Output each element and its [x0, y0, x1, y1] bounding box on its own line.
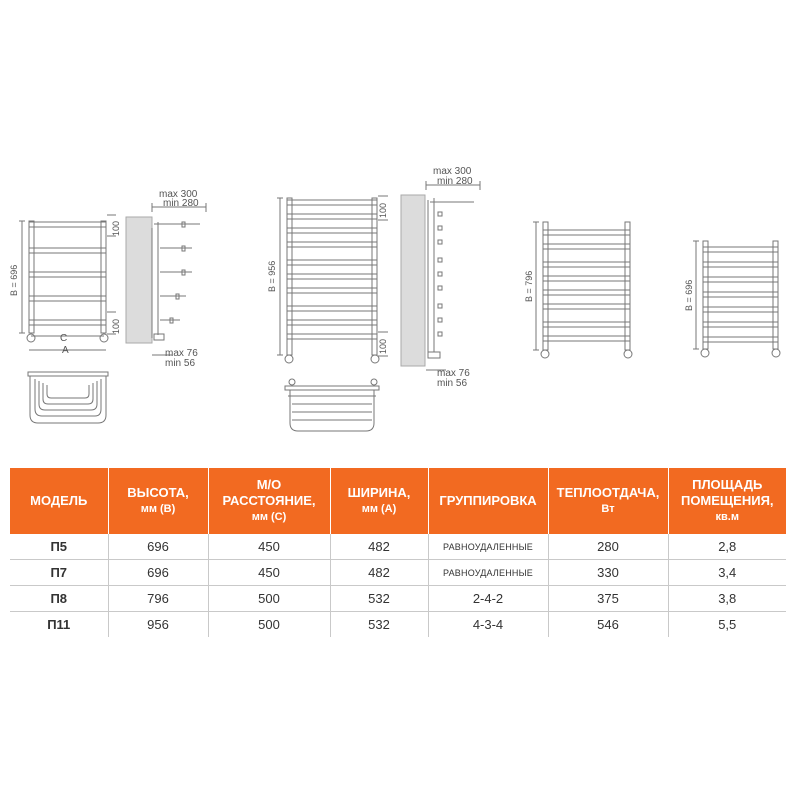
- top-view-model-1: [28, 372, 108, 423]
- cell-width: 482: [330, 534, 428, 560]
- cell-grouping: 4-3-4: [428, 612, 548, 638]
- cell-heat-output: 330: [548, 560, 668, 586]
- bottom-min-side2: min 56: [437, 378, 468, 389]
- cell-heat-output: 375: [548, 586, 668, 612]
- cell-width: 532: [330, 612, 428, 638]
- dim-bottom-d2: 100: [378, 338, 388, 354]
- cell-height: 696: [108, 534, 208, 560]
- cell-room-area: 3,8: [668, 586, 786, 612]
- cell-room-area: 2,8: [668, 534, 786, 560]
- cell-height: 956: [108, 612, 208, 638]
- cell-heat-output: 546: [548, 612, 668, 638]
- front-view-model-3: [533, 222, 632, 358]
- spec-table: [10, 468, 786, 637]
- cell-model: П8: [10, 586, 108, 612]
- table-row: [10, 534, 786, 560]
- dim-top-d2: 100: [378, 202, 388, 218]
- cell-width: 482: [330, 560, 428, 586]
- top-view-model-2: [285, 379, 379, 431]
- cell-heat-output: 280: [548, 534, 668, 560]
- cell-model: П11: [47, 617, 71, 632]
- cell-height: 696: [108, 560, 208, 586]
- height-label-d2: B = 956: [267, 260, 277, 292]
- side-view-model-2: [401, 181, 480, 370]
- header-model: МОДЕЛЬ: [10, 468, 108, 534]
- header-height: ВЫСОТА, мм (B): [108, 468, 208, 534]
- top-min-side1: min 280: [163, 198, 199, 209]
- cell-grouping: РАВНОУДАЛЕННЫЕ: [428, 534, 548, 560]
- cell-center-distance: 450: [208, 534, 330, 560]
- cell-width: 532: [330, 586, 428, 612]
- header-center-distance: М/О РАССТОЯНИЕ, мм (С): [208, 468, 330, 534]
- cell-model: П5: [10, 534, 108, 560]
- front-view-model-4: [693, 241, 780, 357]
- table-header-row: [10, 468, 786, 534]
- bottom-min-side1: min 56: [165, 358, 196, 369]
- height-label-d1: B = 696: [9, 264, 19, 296]
- cell-center-distance: 500: [208, 612, 330, 638]
- top-max-side1: max 300: [159, 189, 198, 200]
- header-heat-output: ТЕПЛООТДАЧА, Вт: [548, 468, 668, 534]
- cell-model: П7: [10, 560, 108, 586]
- front-view-model-2: [277, 196, 388, 363]
- table-row: [10, 560, 786, 586]
- table-row: [10, 586, 786, 612]
- cell-center-distance: 450: [208, 560, 330, 586]
- cell-room-area: 5,5: [668, 612, 786, 638]
- header-grouping: ГРУППИРОВКА: [428, 468, 548, 534]
- c-label-d1: C: [60, 333, 68, 344]
- height-label-d4: B = 696: [684, 279, 694, 311]
- dim-bottom-side1: 100: [111, 318, 121, 334]
- front-view-model-1: [19, 215, 116, 350]
- top-max-side2: max 300: [433, 166, 472, 177]
- header-room-area: ПЛОЩАДЬ ПОМЕЩЕНИЯ, кв.м: [668, 468, 786, 534]
- cell-center-distance: 500: [208, 586, 330, 612]
- header-width: ШИРИНА, мм (А): [330, 468, 428, 534]
- table-row: [10, 612, 786, 638]
- cell-room-area: 3,4: [668, 560, 786, 586]
- cell-grouping: 2-4-2: [428, 586, 548, 612]
- height-label-d3: B = 796: [524, 270, 534, 302]
- dim-top-side1: 100: [111, 220, 121, 236]
- bottom-max-side2: max 76: [437, 368, 470, 379]
- top-min-side2: min 280: [437, 176, 473, 187]
- side-view-model-1: [126, 203, 206, 355]
- a-label-d1: A: [62, 345, 69, 356]
- bottom-max-side1: max 76: [165, 348, 198, 359]
- cell-height: 796: [108, 586, 208, 612]
- cell-grouping: РАВНОУДАЛЕННЫЕ: [428, 560, 548, 586]
